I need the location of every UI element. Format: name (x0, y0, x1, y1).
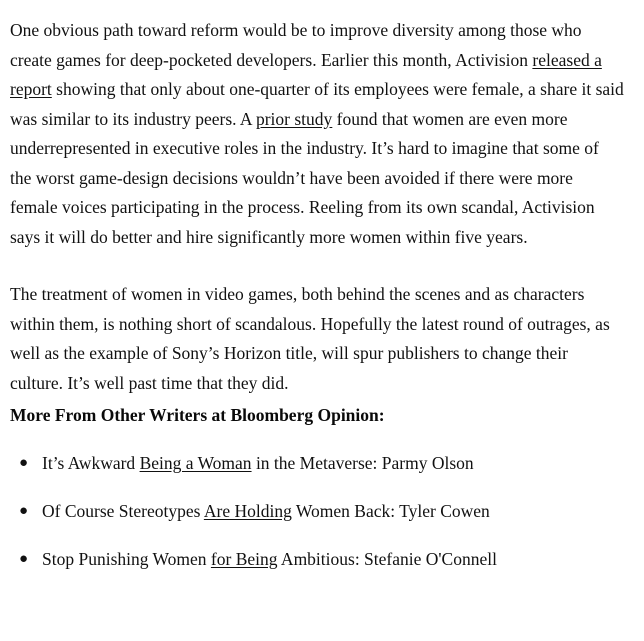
more-from-heading: More From Other Writers at Bloomberg Opinion: (10, 405, 385, 425)
list-item-text-before: Stop Punishing Women (42, 549, 211, 569)
paragraph-1-text-3: found that women are even more underrepresented in executive roles in the industry. It’s hard to imagine that some of the worst game-design decisions wouldn’t have been avoided if there were more female voices participating in the process. Reeling from its own scandal, Activision says it will do better and hire significantly more women within five years. (10, 108, 599, 247)
bullet-icon: ● (19, 503, 29, 519)
more-from-list (10, 450, 624, 572)
bullet-icon: ● (19, 455, 29, 471)
list-item (10, 450, 624, 476)
paragraph-1 (10, 16, 624, 252)
list-item-text-before: Of Course Stereotypes (42, 501, 204, 521)
prior-study-link[interactable]: prior study (255, 108, 333, 129)
paragraph-1-text-1: One obvious path toward reform would be to improve diversity among those who create games for deep-pocketed developers. Earlier this month, Activision (10, 20, 582, 70)
are-holding-link[interactable]: Are Holding (203, 501, 292, 521)
being-a-woman-link[interactable]: Being a Woman (139, 453, 252, 473)
list-item-text-before: It’s Awkward (42, 453, 140, 473)
paragraph-2 (10, 280, 624, 398)
paragraph-1-text-2: showing that only about one-quarter of its employees were female, a share it said was similar to its industry peers. A (10, 79, 624, 129)
for-being-link[interactable]: for Being (210, 549, 278, 569)
list-item-text-after: Women Back: Tyler Cowen (291, 501, 490, 521)
paragraph-2-text-1: The treatment of women in video games, both behind the scenes and as characters within them, is nothing short of scandalous. Hopefully the latest round of outrages, as well as the example of Sony’s Horizon title, will spur publishers to change their culture. It’s well past time that they did. (10, 284, 610, 393)
list-item-text-after: Ambitious: Stefanie O'Connell (277, 549, 497, 569)
list-item (10, 546, 624, 572)
list-item (10, 498, 624, 524)
list-item-text-after: in the Metaverse: Parmy Olson (251, 453, 474, 473)
bullet-icon: ● (19, 551, 29, 567)
released-a-report-link[interactable]: released a report (10, 49, 602, 99)
